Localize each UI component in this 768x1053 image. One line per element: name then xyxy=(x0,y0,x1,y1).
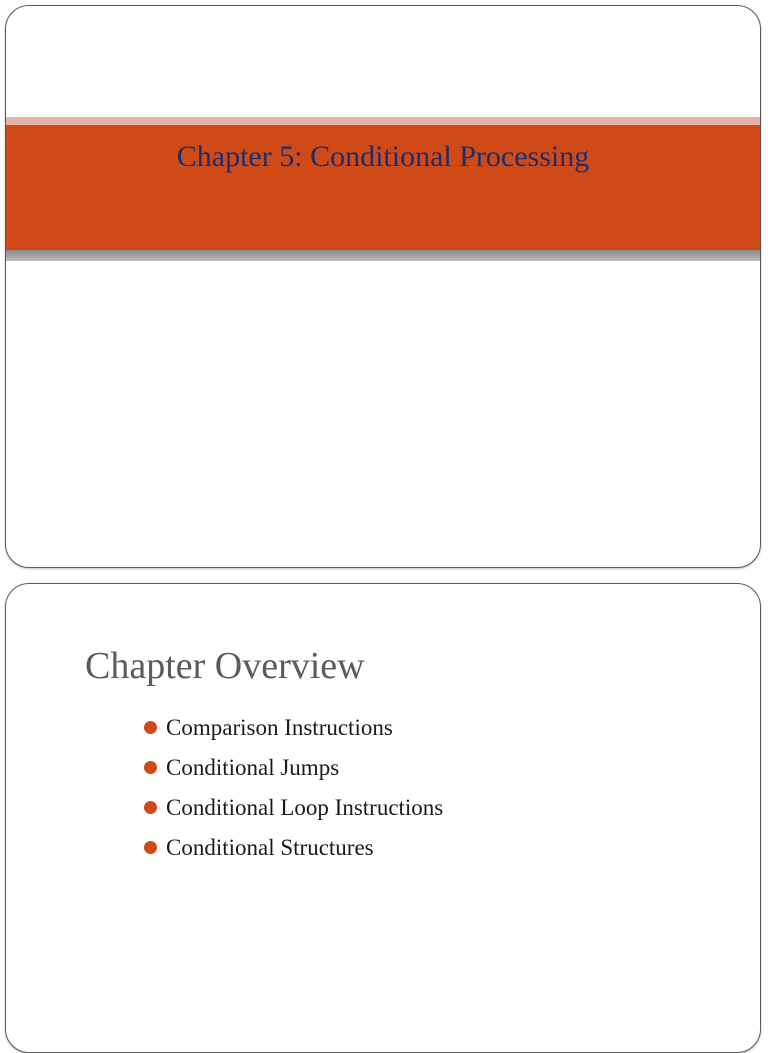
bullet-text: Conditional Structures xyxy=(166,835,374,860)
slide-heading: Chapter Overview xyxy=(85,645,365,687)
bullet-item xyxy=(144,828,443,868)
bullet-dot-icon xyxy=(144,721,157,734)
bullet-list xyxy=(144,708,443,868)
bullet-text: Comparison Instructions xyxy=(166,715,393,740)
bullet-dot-icon xyxy=(144,801,157,814)
bullet-text: Conditional Jumps xyxy=(166,755,340,780)
bullet-dot-icon xyxy=(144,761,157,774)
bullet-text: Conditional Loop Instructions xyxy=(166,795,444,820)
title-band-shadow xyxy=(6,250,760,261)
overview-slide xyxy=(5,583,761,1053)
bullet-item xyxy=(144,708,443,748)
bullet-dot-icon xyxy=(144,841,157,854)
bullet-item xyxy=(144,748,443,788)
title-slide xyxy=(5,5,761,568)
slide-title: Chapter 5: Conditional Processing xyxy=(176,140,590,173)
bullet-item xyxy=(144,788,443,828)
title-band-highlight xyxy=(6,117,760,125)
